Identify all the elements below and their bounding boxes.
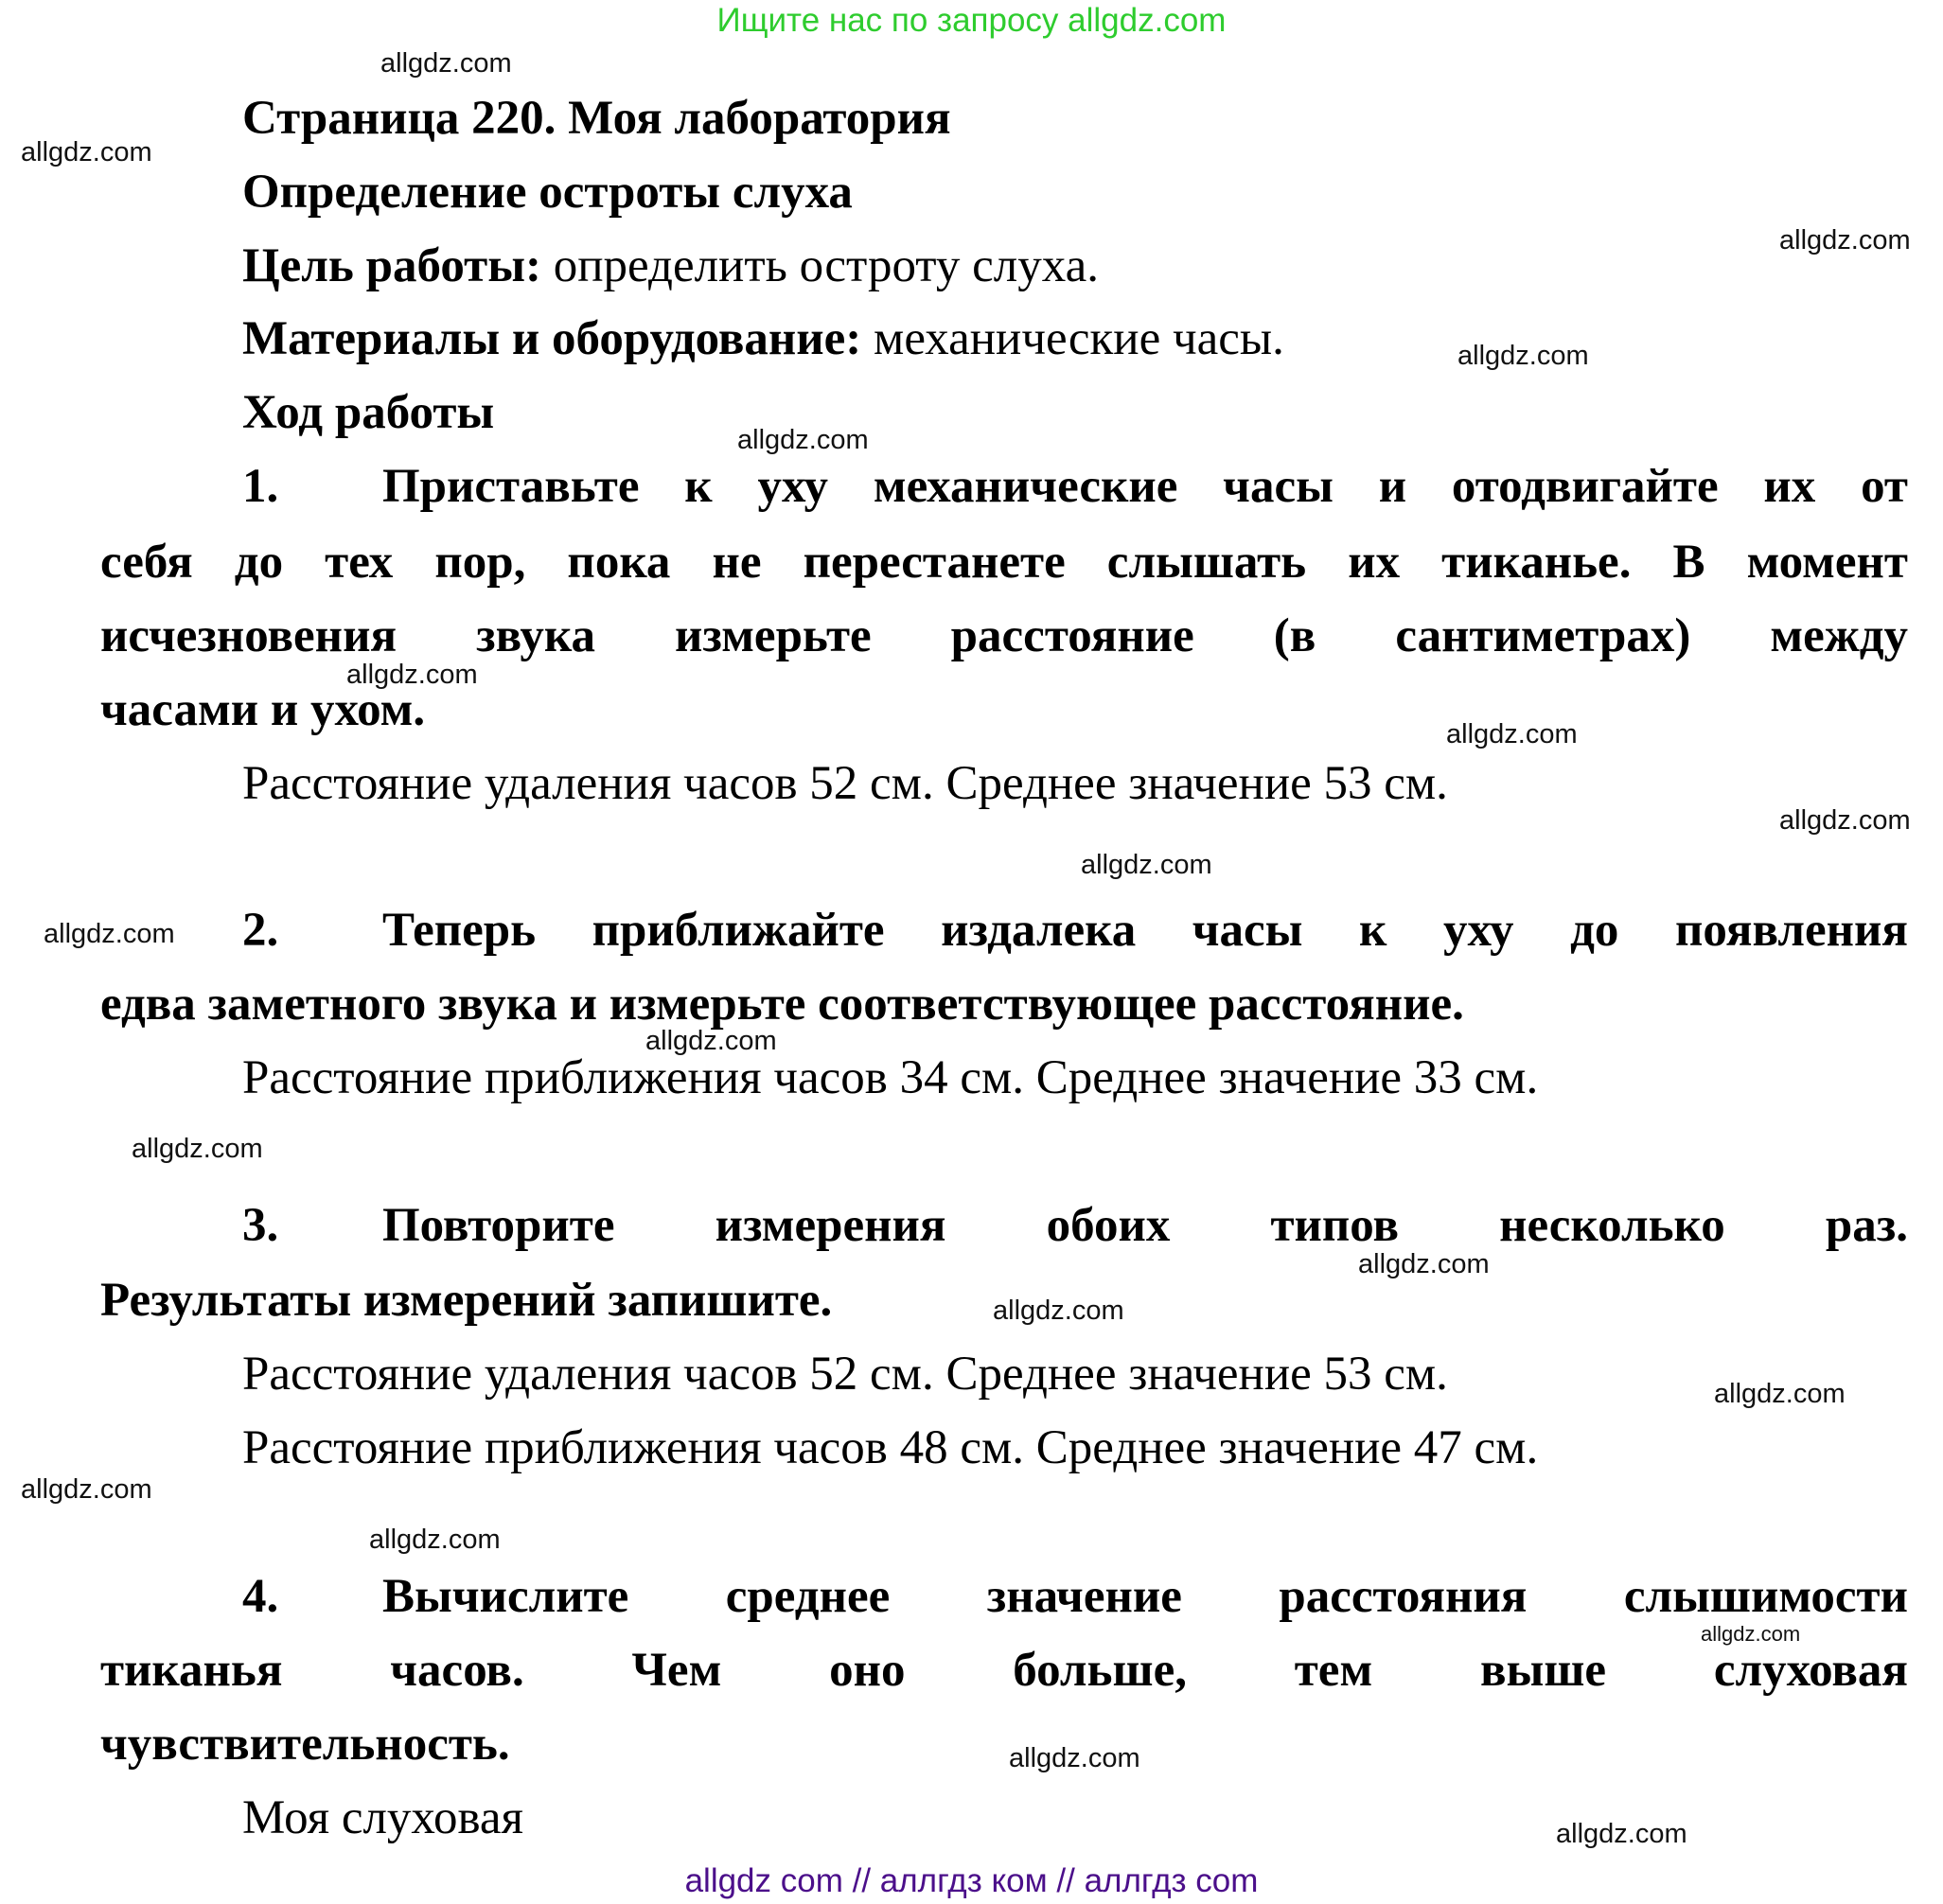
goal-text: определить остроту слуха. [541, 239, 1099, 292]
step-answer: Моя слуховая [242, 1791, 523, 1844]
materials-text: механические часы. [861, 312, 1284, 365]
step-1-first-line [242, 450, 1908, 523]
footer-banner: allgdz com // аллгдз ком // аллгдз com [684, 1862, 1259, 1899]
watermark: allgdz.com [380, 48, 512, 79]
watermark: allgdz.com [1556, 1819, 1687, 1849]
watermark: allgdz.com [1701, 1622, 1801, 1646]
step-text: часами и ухом. [100, 683, 426, 736]
step-2-first-line [242, 893, 1908, 967]
watermark: allgdz.com [645, 1026, 777, 1056]
step-text: Вычислите среднее значение расстояния слышимости [382, 1570, 1908, 1623]
step-text: тиканья часов. Чем оно больше, тем выше слуховая [100, 1644, 1908, 1697]
step-answer: Расстояние удаления часов 52 см. Среднее значение 53 см. [242, 1348, 1448, 1401]
step-text: себя до тех пор, пока не перестанете слышать их тиканье. В момент [100, 536, 1908, 589]
step-text: Повторите измерения обоих типов несколько раз. [382, 1199, 1908, 1252]
watermark: allgdz.com [1446, 719, 1578, 749]
page-title: Страница 220. Моя лаборатория [242, 92, 951, 145]
step-number: 4. [242, 1570, 279, 1623]
step-number: 3. [242, 1199, 279, 1252]
procedure-heading: Ход работы [242, 386, 495, 439]
step-text: Приставьте к уху механические часы и отодвигайте их от [382, 460, 1908, 513]
step-4-first-line [242, 1560, 1908, 1633]
watermark: allgdz.com [21, 1474, 152, 1505]
step-text: Теперь приближайте издалека часы к уху до появления [382, 904, 1908, 957]
step-answer: Расстояние приближения часов 34 см. Среднее значение 33 см. [242, 1051, 1539, 1104]
step-text: исчезновения звука измерьте расстояние (в сантиметрах) между [100, 609, 1908, 662]
goal-label: Цель работы: [242, 239, 542, 292]
step-text: едва заметного звука и измерьте соответствующее расстояние. [100, 978, 1464, 1031]
watermark: allgdz.com [1779, 805, 1911, 836]
watermark: allgdz.com [1081, 850, 1212, 880]
watermark: allgdz.com [44, 919, 175, 949]
step-number: 1. [242, 460, 279, 513]
watermark: allgdz.com [1779, 225, 1911, 256]
watermark: allgdz.com [737, 425, 869, 455]
lab-subtitle: Определение остроты слуха [242, 166, 853, 219]
watermark: allgdz.com [1358, 1249, 1490, 1279]
materials-label: Материалы и оборудование: [242, 312, 862, 365]
watermark: allgdz.com [369, 1525, 501, 1555]
step-answer: Расстояние удаления часов 52 см. Среднее значение 53 см. [242, 757, 1448, 810]
watermark: allgdz.com [21, 137, 152, 167]
watermark: allgdz.com [1457, 341, 1589, 371]
step-text: Результаты измерений запишите. [100, 1274, 833, 1327]
watermark: allgdz.com [1009, 1743, 1140, 1773]
watermark: allgdz.com [1714, 1379, 1846, 1409]
step-answer: Расстояние приближения часов 48 см. Среднее значение 47 см. [242, 1421, 1539, 1474]
watermark: allgdz.com [993, 1296, 1124, 1326]
header-banner: Ищите нас по запросу allgdz.com [716, 2, 1227, 39]
goal-line [242, 229, 1908, 303]
materials-line [242, 302, 1908, 376]
step-text: чувствительность. [100, 1718, 510, 1771]
step-number: 2. [242, 904, 279, 957]
watermark: allgdz.com [346, 660, 478, 690]
watermark: allgdz.com [132, 1134, 263, 1164]
step-3-first-line [242, 1189, 1908, 1262]
